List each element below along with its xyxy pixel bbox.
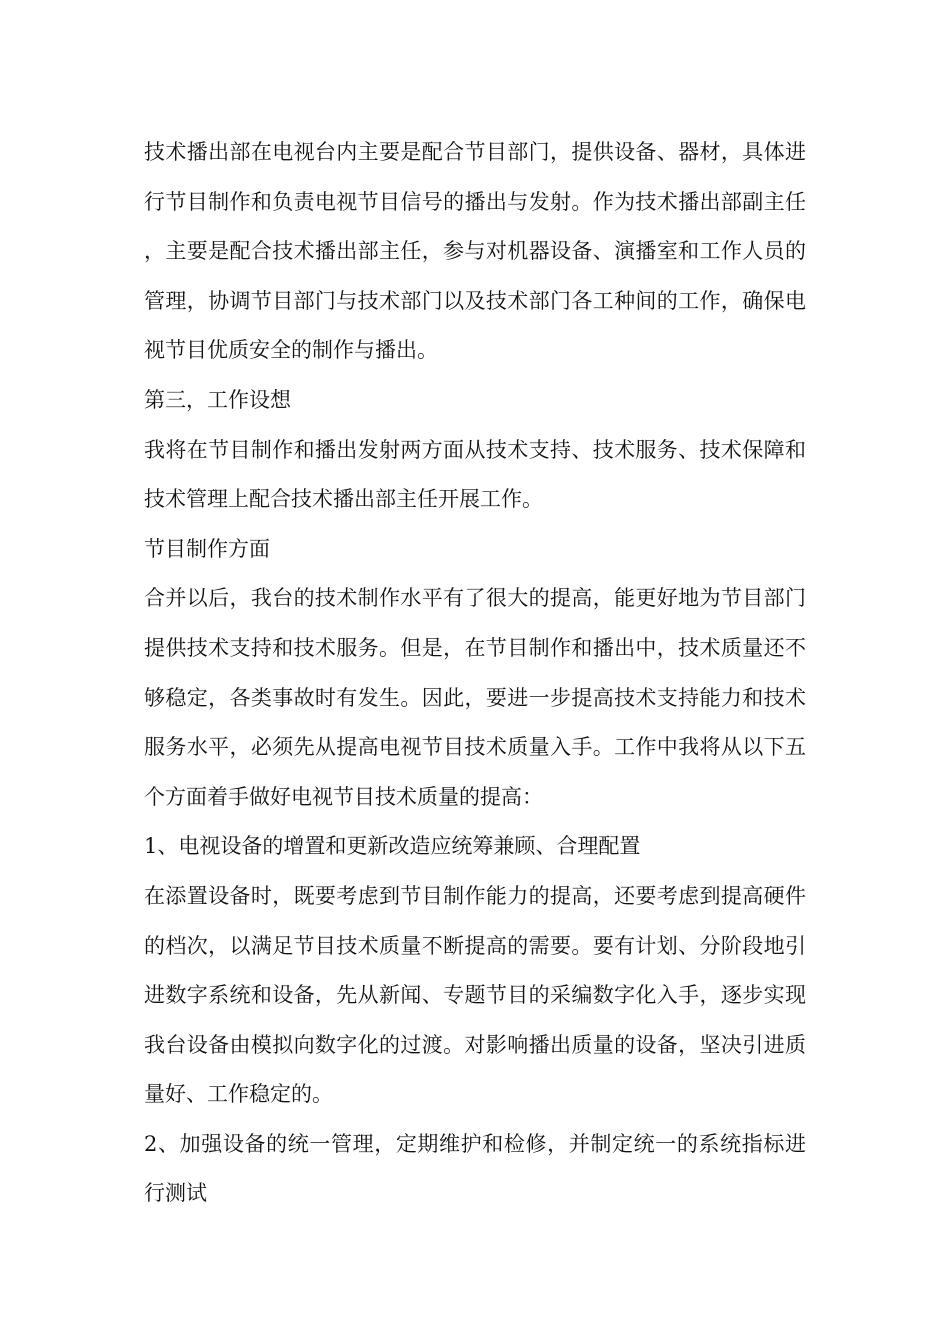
paragraph-role-description: 技术播出部在电视台内主要是配合节目部门，提供设备、器材，具体进行节目制作和负责电视节目信号的播出与发射。作为技术播出部副主任，主要是配合技术播出部主任，参与对机器设备、演播室和工作人员的管理，协调节目部门与技术部门以及技术部门各工种间的工作，确保电视节目优质安全的制作与播出。 — [144, 140, 806, 363]
list-item-2-heading: 2、加强设备的统一管理，定期维护和检修，并制定统一的系统指标进行测试 — [144, 1131, 806, 1206]
heading-program-production: 节目制作方面 — [144, 536, 270, 561]
paragraph-production-quality: 合并以后，我台的技术制作水平有了很大的提高，能更好地为节目部门提供技术支持和技术服务。但是，在节目制作和播出中，技术质量还不够稳定，各类事故时有发生。因此，要进一步提高技术支持能力和技术服务水平，必须先从提高电视节目技术质量入手。工作中我将从以下五个方面着手做好电视节目技术质量的提高： — [144, 586, 806, 809]
paragraph-equipment-upgrade: 在添置设备时，既要考虑到节目制作能力的提高，还要考虑到提高硬件的档次，以满足节目技术质量不断提高的需要。要有计划、分阶段地引进数字系统和设备，先从新闻、专题节目的采编数字化入手，逐步实现我台设备由模拟向数字化的过渡。对影响播出质量的设备，坚决引进质量好、工作稳定的。 — [144, 883, 806, 1107]
paragraph-work-intent: 我将在节目制作和播出发射两方面从技术支持、技术服务、技术保障和技术管理上配合技术播出部主任开展工作。 — [144, 437, 806, 512]
document-body — [144, 128, 806, 1219]
list-item-1-heading: 1、电视设备的增置和更新改造应统筹兼顾、合理配置 — [144, 834, 641, 859]
heading-work-plan: 第三，工作设想 — [144, 387, 291, 412]
